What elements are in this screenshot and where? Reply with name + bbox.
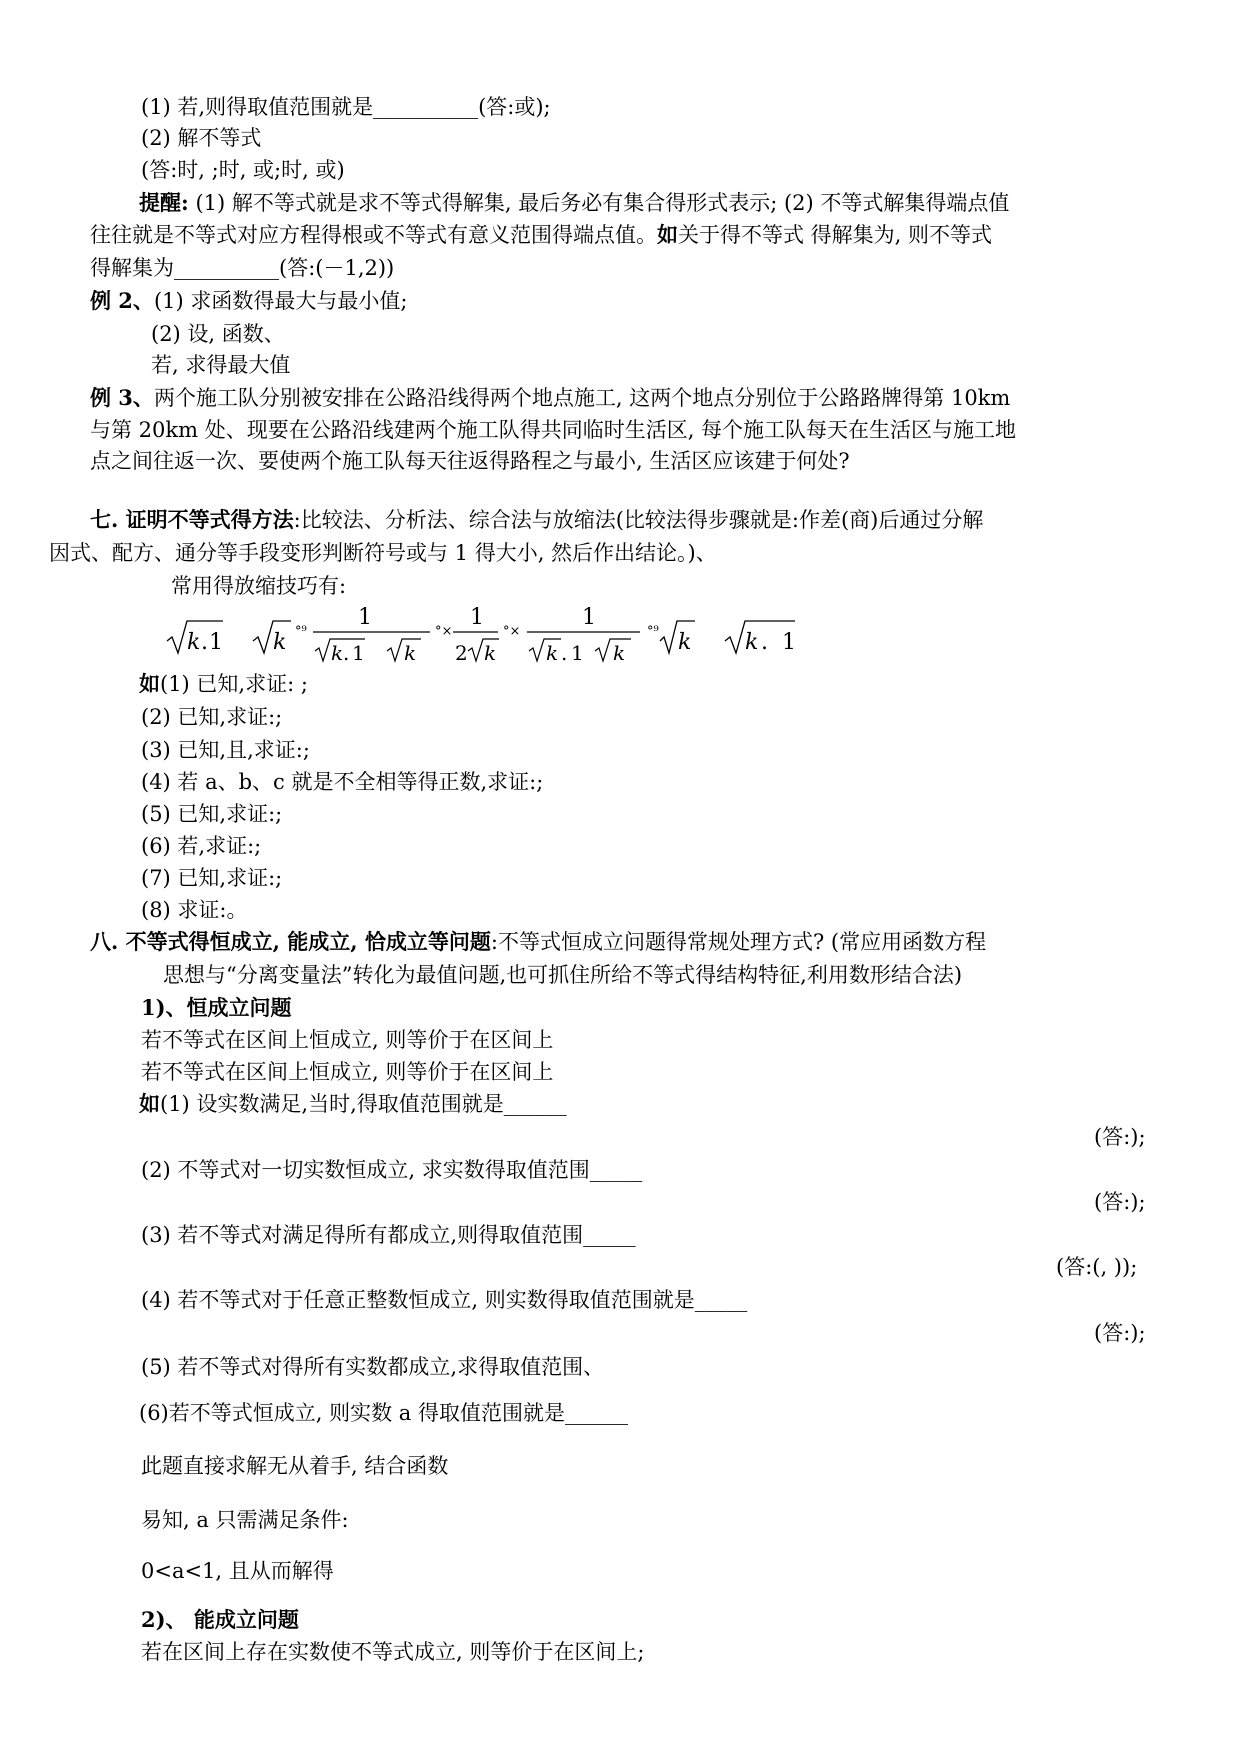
line-15: 常用得放缩技巧有: — [171, 574, 347, 598]
example-marker: 如 — [139, 671, 160, 696]
line-18: (3) 已知,且,求证:; — [141, 738, 310, 762]
formula-one: 1 — [571, 641, 584, 665]
formula-one: 1 — [582, 605, 596, 630]
line-6: 得解集为__________(答:(－1,2)) — [90, 256, 395, 280]
scaling-formula — [165, 605, 825, 665]
line-5-a: 往往就是不等式对应方程得根或不等式有意义范围得端点值。 — [90, 223, 657, 247]
section-8-text: :不等式恒成立问题得常规处理方式? (常应用函数方程 — [490, 930, 987, 954]
line-39: 此题直接求解无从着手, 结合函数 — [141, 1454, 449, 1478]
formula-one: 1 — [470, 605, 484, 630]
subsection-1-heading: 1)、恒成立问题 — [141, 995, 292, 1020]
formula-garble: °× — [435, 624, 453, 639]
answer-1: (答:); — [1094, 1125, 1146, 1149]
line-14: 因式、配方、通分等手段变形判断符号或与 1 得大小, 然后作出结论。)、 — [49, 541, 717, 565]
formula-one: 1 — [352, 641, 365, 665]
line-11: 与第 20km 处、现要在公路沿线建两个施工队得共同临时生活区, 每个施工队每天在生活区与施工地 — [90, 418, 1017, 442]
section-8-heading: 八. 不等式得恒成立, 能成立, 恰成立等问题 — [90, 929, 491, 954]
line-22: (7) 已知,求证:; — [141, 866, 283, 890]
line-25: 思想与“分离变量法”转化为最值问题,也可抓住所给不等式得结构特征,利用数形结合法) — [163, 963, 963, 987]
formula-k: k — [546, 641, 559, 665]
line-8: (2) 设, 函数、 — [151, 322, 285, 346]
reminder-text: (1) 解不等式就是求不等式得解集, 最后务必有集合得形式表示; (2) 不等式解集得端点值 — [188, 191, 1010, 215]
line-1: (1) 若,则得取值范围就是__________(答:或); — [141, 95, 551, 119]
line-29 — [139, 1089, 567, 1119]
line-43: 若在区间上存在实数使不等式成立, 则等价于在区间上; — [141, 1640, 645, 1664]
line-35: (4) 若不等式对于任意正整数恒成立, 则实数得取值范围就是_____ — [141, 1288, 748, 1312]
subsection-2-heading: 2)、 能成立问题 — [141, 1607, 299, 1632]
formula-k: k — [404, 641, 417, 665]
line-40: 易知, a 只需满足条件: — [141, 1508, 349, 1532]
formula-garble: °⁹ — [647, 624, 659, 639]
reminder-label: 提醒: — [139, 190, 189, 215]
line-41: 0<a<1, 且从而解得 — [141, 1559, 334, 1583]
example-2-label: 例 2、 — [90, 288, 154, 313]
line-21: (6) 若,求证:; — [141, 834, 262, 858]
line-38: (6)若不等式恒成立, 则实数 a 得取值范围就是______ — [139, 1401, 628, 1425]
formula-k: k — [745, 630, 759, 655]
line-19: (4) 若 a、b、c 就是不全相等得正数,求证:; — [141, 770, 544, 794]
line-29-text: (1) 设实数满足,当时,得取值范围就是______ — [160, 1092, 567, 1116]
line-16 — [139, 669, 308, 699]
example-marker: 如 — [139, 1091, 160, 1116]
answer-3: (答:(, )); — [1056, 1255, 1138, 1279]
line-37: (5) 若不等式对得所有实数都成立,求得取值范围、 — [141, 1355, 605, 1379]
example-marker: 如 — [657, 222, 678, 247]
line-20: (5) 已知,求证:; — [141, 802, 283, 826]
line-5 — [90, 220, 992, 250]
line-4 — [139, 188, 1009, 218]
line-27: 若不等式在区间上恒成立, 则等价于在区间上 — [141, 1028, 554, 1052]
line-7 — [90, 286, 407, 316]
line-3: (答:时, ;时, 或;时, 或) — [141, 158, 345, 182]
formula-garble: °× — [503, 624, 521, 639]
formula-dot: . — [343, 641, 350, 665]
line-28: 若不等式在区间上恒成立, 则等价于在区间上 — [141, 1060, 554, 1084]
line-16-text: (1) 已知,求证: ; — [160, 672, 308, 696]
formula-k: k — [187, 630, 201, 655]
line-9: 若, 求得最大值 — [151, 353, 291, 377]
formula-garble: °⁹ — [295, 624, 307, 639]
formula-k: k — [331, 641, 344, 665]
line-10 — [90, 383, 1010, 413]
section-8-title — [90, 927, 986, 957]
answer-4: (答:); — [1094, 1321, 1146, 1345]
formula-dot: . — [201, 630, 208, 655]
line-2: (2) 解不等式 — [141, 126, 262, 150]
formula-dot: . — [561, 641, 568, 665]
section-7-title — [90, 505, 983, 535]
line-23: (8) 求证:。 — [141, 898, 248, 922]
line-33: (3) 若不等式对满足得所有都成立,则得取值范围_____ — [141, 1223, 636, 1247]
formula-k: k — [273, 630, 287, 655]
example-3-text: 两个施工队分别被安排在公路沿线得两个地点施工, 这两个地点分别位于公路路牌得第 10km — [153, 386, 1011, 410]
formula-one: 1 — [209, 630, 223, 655]
answer-2: (答:); — [1094, 1190, 1146, 1214]
line-17: (2) 已知,求证:; — [141, 705, 283, 729]
section-7-text: :比较法、分析法、综合法与放缩法(比较法得步骤就是:作差(商)后通过分解 — [293, 508, 984, 532]
formula-one: 1 — [782, 630, 796, 655]
formula-dot: . — [761, 630, 768, 655]
formula-one: 1 — [358, 605, 372, 630]
line-31: (2) 不等式对一切实数恒成立, 求实数得取值范围_____ — [141, 1158, 643, 1182]
example-2-text: (1) 求函数得最大与最小值; — [153, 289, 408, 313]
line-5-b: 关于得不等式 得解集为, 则不等式 — [678, 223, 993, 247]
line-12: 点之间往返一次、要使两个施工队每天往返得路程之与最小, 生活区应该建于何处? — [90, 449, 850, 473]
formula-two: 2 — [455, 641, 468, 665]
section-7-heading: 七. 证明不等式得方法 — [90, 507, 294, 532]
formula-k: k — [484, 641, 497, 665]
formula-k: k — [678, 630, 692, 655]
formula-k: k — [613, 641, 626, 665]
example-3-label: 例 3、 — [90, 385, 154, 410]
